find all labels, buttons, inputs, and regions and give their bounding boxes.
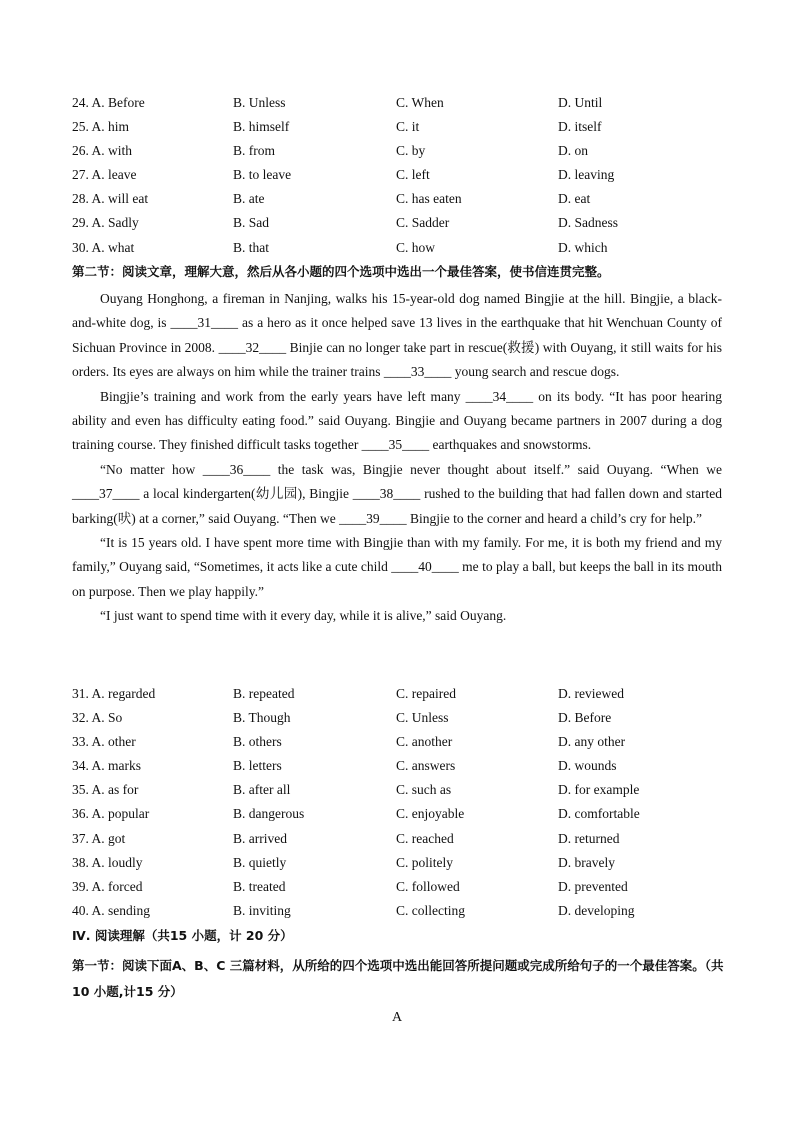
option-d: D. developing (558, 902, 635, 918)
part4-section1-heading: 第一节：阅读下面A、B、C 三篇材料，从所给的四个选项中选出能回答所提问题或完成所给句子的一个最佳答案。（共10 小题,计15 分） (72, 958, 724, 999)
option-d: D. for example (558, 782, 640, 798)
option-b: B. repeated (233, 686, 295, 701)
question-row-37 (72, 827, 752, 851)
part4-heading: Ⅳ. 阅读理解（共15 小题，计 20 分） (72, 928, 293, 943)
option-d: D. wounds (558, 758, 617, 774)
question-row-29 (72, 211, 752, 235)
question-row-27 (72, 163, 752, 187)
option-a: 30. A. what (72, 239, 135, 255)
option-c: C. When (396, 95, 444, 110)
option-a: 25. A. him (72, 119, 130, 135)
option-b: B. to leave (233, 167, 292, 183)
option-c: C. left (396, 167, 430, 183)
section2-heading: 第二节：阅读文章，理解大意，然后从各小题的四个选项中选出一个最佳答案，使书信连贯完整。 (72, 264, 610, 279)
passage-paragraph: Ouyang Honghong, a fireman in Nanjing, walks his 15-year-old dog named Bingjie at the hill. Bingjie, a black-and-white dog, is ____31____ as a hero as it once helped save 13 lives in the earthquake that hit Wenchuan County of Sichuan Province in 2008. ____32____ Binjie can no longer take part in rescue(救援) with Ouyang, it still waits for his orders. Its eyes are always on him while the trainer trains ____33____ young search and rescue dogs. (72, 291, 722, 380)
option-a: 26. A. with (72, 143, 133, 159)
option-b: B. others (233, 734, 282, 750)
passage-paragraph: “It is 15 years old. I have spent more time with Bingjie than with my family. For me, it is both my friend and my family,” Ouyang said, “Sometimes, it acts like a cute child ____40____ me to play a ball, but keeps the ball in its mouth on purpose. Then we play happily.” (72, 535, 722, 599)
option-c: C. Sadder (396, 215, 450, 231)
option-b: B. that (233, 239, 269, 255)
option-a: 40. A. sending (72, 902, 151, 918)
option-c: C. politely (396, 854, 453, 870)
option-b: B. treated (233, 878, 286, 894)
option-a: 34. A. marks (72, 758, 141, 774)
option-c: C. repaired (396, 686, 456, 701)
option-a: 35. A. as for (72, 782, 139, 798)
question-row-39 (72, 875, 752, 899)
options-31-40 (72, 682, 752, 923)
option-d: D. on (558, 143, 588, 159)
option-c: C. it (396, 119, 420, 135)
question-row-31 (72, 682, 752, 706)
passage-paragraph: Bingjie’s training and work from the early years have left many ____34____ on its body. “It has poor hearing ability and even has difficulty eating food.” said Ouyang. Bingjie and Ouyang became partners in 2007 during a dog training course. They finished difficult tasks together ____35____ earthquakes and snowstorms. (72, 388, 722, 453)
passage-paragraph: “I just want to spend time with it every day, while it is alive,” said Ouyang. (100, 608, 507, 624)
option-b: B. dangerous (233, 806, 305, 822)
cloze-passage (72, 287, 722, 629)
option-b: B. after all (233, 782, 291, 798)
question-row-32 (72, 706, 752, 730)
option-b: B. quietly (233, 854, 287, 870)
option-d: D. bravely (558, 854, 615, 870)
option-a: 32. A. So (72, 710, 123, 726)
option-b: B. himself (233, 119, 290, 135)
option-a: 29. A. Sadly (72, 215, 139, 231)
option-b: B. Sad (233, 215, 270, 231)
option-a: 33. A. other (72, 734, 136, 750)
passage-label: A (391, 1010, 403, 1025)
option-d: D. which (558, 239, 608, 255)
option-c: C. another (396, 734, 453, 750)
option-b: B. Unless (233, 95, 286, 110)
option-d: D. Before (558, 710, 612, 726)
question-row-40 (72, 899, 752, 923)
option-b: B. arrived (233, 830, 287, 846)
option-c: C. by (396, 143, 426, 159)
question-row-33 (72, 730, 752, 754)
question-row-28 (72, 187, 752, 211)
question-row-38 (72, 851, 752, 875)
option-c: C. how (396, 239, 436, 255)
option-d: D. returned (558, 830, 620, 846)
options-24-30 (72, 91, 752, 260)
question-row-25 (72, 115, 752, 139)
option-d: D. leaving (558, 167, 615, 183)
option-d: D. Until (558, 95, 603, 110)
option-d: D. reviewed (558, 686, 624, 701)
question-row-36 (72, 802, 752, 826)
question-row-30 (72, 236, 752, 260)
option-b: B. letters (233, 758, 282, 774)
option-b: B. ate (233, 191, 265, 207)
option-c: C. Unless (396, 710, 449, 726)
option-a: 27. A. leave (72, 167, 137, 183)
option-d: D. comfortable (558, 806, 640, 822)
option-d: D. prevented (558, 878, 628, 894)
option-b: B. from (233, 143, 275, 159)
option-a: 31. A. regarded (72, 686, 156, 701)
option-c: C. answers (396, 758, 456, 774)
question-row-26 (72, 139, 752, 163)
option-d: D. itself (558, 119, 602, 135)
option-a: 39. A. forced (72, 878, 143, 894)
option-d: D. Sadness (558, 215, 618, 231)
option-a: 36. A. popular (72, 806, 150, 822)
option-c: C. reached (396, 830, 454, 846)
passage-paragraph: “No matter how ____36____ the task was, Bingjie never thought about itself.” said Ouyang. “When we ____37____ a local kindergarten(幼儿园), Bingjie ____38____ rushed to the building that had fallen down and started barking(吠) at a corner,” said Ouyang. “Then we ____39____ Bingjie to the corner and heard a child’s cry for help.” (72, 461, 722, 526)
option-a: 28. A. will eat (72, 191, 149, 207)
option-d: D. any other (558, 734, 626, 750)
question-row-34 (72, 754, 752, 778)
option-b: B. Though (233, 710, 291, 726)
question-row-24 (72, 91, 752, 115)
option-c: C. collecting (396, 902, 465, 918)
option-c: C. such as (396, 782, 452, 798)
option-a: 24. A. Before (72, 95, 145, 110)
question-row-35 (72, 778, 752, 802)
option-d: D. eat (558, 191, 591, 207)
option-a: 37. A. got (72, 830, 126, 846)
option-a: 38. A. loudly (72, 854, 143, 870)
option-c: C. enjoyable (396, 806, 465, 822)
option-b: B. inviting (233, 902, 291, 918)
option-c: C. followed (396, 878, 460, 894)
option-c: C. has eaten (396, 191, 462, 207)
